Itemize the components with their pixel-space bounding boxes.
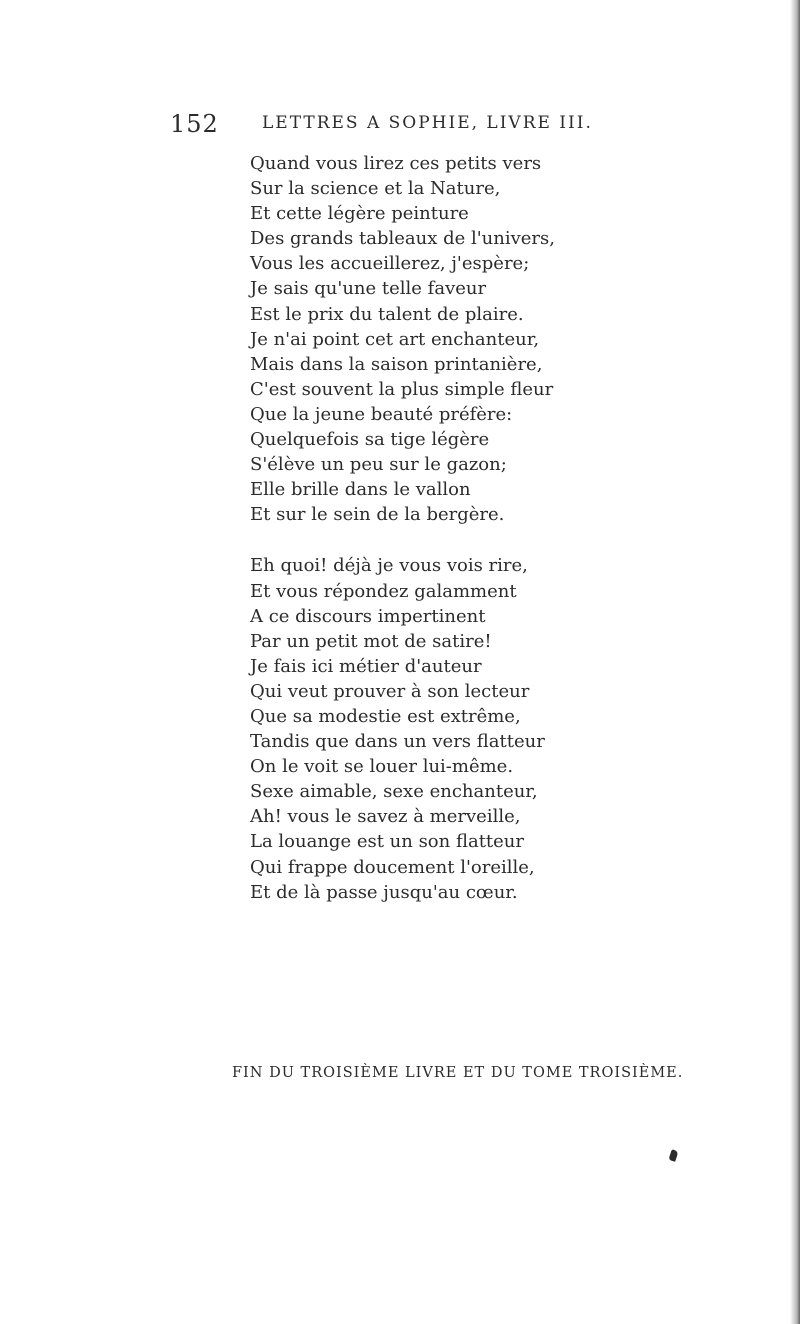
verse-line: Des grands tableaux de l'univers,	[250, 228, 555, 250]
verse-line: Elle brille dans le vallon	[250, 479, 471, 501]
verse-line: Tandis que dans un vers flatteur	[250, 731, 545, 753]
verse-line: Eh quoi! déjà je vous vois rire,	[250, 555, 528, 577]
verse-line: La louange est un son flatteur	[250, 831, 525, 853]
verse-line: On le voit se louer lui-même.	[250, 756, 514, 778]
verse-line: Et sur le sein de la bergère.	[250, 504, 505, 526]
verse-line: Sexe aimable, sexe enchanteur,	[250, 781, 538, 803]
verse-line: Quelquefois sa tige légère	[250, 429, 490, 451]
verse-line: Qui frappe doucement l'oreille,	[250, 856, 535, 878]
verse-line: Et vous répondez galamment	[250, 580, 517, 602]
verse-line: Mais dans la saison printanière,	[250, 353, 543, 375]
running-title: LETTRES A SOPHIE, LIVRE III.	[262, 113, 593, 133]
verse-line: S'élève un peu sur le gazon;	[250, 454, 507, 476]
verse-line: Est le prix du talent de plaire.	[250, 303, 524, 325]
page-header	[170, 110, 730, 138]
verse-line: Qui veut prouver à son lecteur	[250, 680, 530, 702]
verse-line: Et cette légère peinture	[250, 203, 469, 225]
verse-line: Que sa modestie est extrême,	[250, 705, 521, 727]
stanza-2	[250, 553, 770, 904]
stanza-1	[250, 151, 770, 527]
poem	[250, 151, 770, 905]
verse-line: Ah! vous le savez à merveille,	[250, 806, 521, 828]
verse-line: Sur la science et la Nature,	[250, 178, 501, 200]
verse-line: Vous les accueillerez, j'espère;	[250, 253, 530, 275]
verse-line: Quand vous lirez ces petits vers	[250, 153, 542, 174]
verse-line: Par un petit mot de satire!	[250, 630, 492, 652]
page-number: 152	[170, 110, 219, 138]
verse-line: Je sais qu'une telle faveur	[250, 278, 487, 300]
verse-line: Que la jeune beauté préfère:	[250, 403, 513, 425]
verse-line: C'est souvent la plus simple fleur	[250, 378, 554, 400]
verse-line: Je fais ici métier d'auteur	[250, 655, 482, 677]
verse-line: A ce discours impertinent	[250, 605, 486, 627]
verse-line: Je n'ai point cet art enchanteur,	[250, 328, 540, 350]
page-edge-shadow	[790, 0, 800, 1324]
colophon: FIN DU TROISIÈME LIVRE ET DU TOME TROISIÈME.	[232, 1065, 684, 1081]
ink-speck	[668, 1149, 678, 1162]
verse-line: Et de là passe jusqu'au cœur.	[250, 881, 518, 903]
